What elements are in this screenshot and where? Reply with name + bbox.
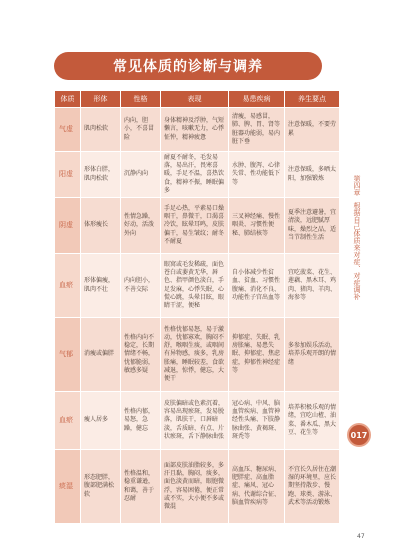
table-row — [55, 318, 340, 392]
type-cell: 血瘀 — [55, 392, 81, 450]
care-cell: 宜吃菠菜、花生、莲藕、黑木耳、鸡肉、猪肉、羊肉、海参等 — [285, 254, 340, 318]
symptoms-cell: 身体精神及浮肿，气短懒言，咳嗽无力，心悸怔忡，精神疲惫 — [161, 108, 229, 152]
header-shape: 形体 — [81, 91, 121, 108]
header-diseases: 易患疾病 — [229, 91, 285, 108]
type-cell: 气虚 — [55, 108, 81, 152]
symptoms-cell: 眼窝或毛发稀疏，面色苍白或萎黄无华，唇色、指甲颜色淡白，手足发麻，心悸失眠，心慌心跳，头晕目眩，眼睛干涩，便秘 — [161, 254, 229, 318]
symptoms-cell: 耐夏不耐冬，毛发易落，易出汗，畏寒喜暖，手足不温，喜热饮食，精神不振，睡眠偏多 — [161, 152, 229, 198]
care-cell: 注意保暖，不要劳累 — [285, 108, 340, 152]
chapter-title: 根据自己体质来对症、对症调补 — [353, 202, 361, 300]
table-row — [55, 254, 340, 318]
shape-cell: 形态肥胖，腹部肥满松软 — [81, 450, 121, 524]
shape-cell: 瘦人居多 — [81, 392, 121, 450]
shape-cell: 形体偏瘦，肌肉不壮 — [81, 254, 121, 318]
care-cell: 不宜长久居住在潮湿的环境里，应长期坚持散步、慢跑、球类、游泳、武术等活动锻炼 — [285, 450, 340, 524]
personality-cell: 沉静内向 — [121, 152, 161, 198]
page-badge-number: 017 — [347, 423, 371, 447]
shape-cell: 消瘦或偏胖 — [81, 318, 121, 392]
personality-cell: 内向胆小，不善交际 — [121, 254, 161, 318]
shape-cell: 体形瘦长 — [81, 198, 121, 254]
type-cell: 阴虚 — [55, 198, 81, 254]
page-number: 47 — [357, 533, 365, 540]
shape-cell: 肌肉松软 — [81, 108, 121, 152]
personality-cell: 内向，胆小，不喜冒险 — [121, 108, 161, 152]
table-row — [55, 450, 340, 524]
type-cell: 痰湿 — [55, 450, 81, 524]
shape-cell: 形体白胖，肌肉松软 — [81, 152, 121, 198]
table-row — [55, 108, 340, 152]
care-cell: 夏季注意避暑，宜清淡，远肥腻厚味，燥烈之品，适当节制性生活 — [285, 198, 340, 254]
chapter-sidebar — [350, 175, 364, 385]
header-personality: 性格 — [121, 91, 161, 108]
personality-cell: 性格温和，稳重谦逊，和蔼，善于忍耐 — [121, 450, 161, 524]
care-cell: 培养积极乐观的情绪，宜吃山楂、油菜、番木瓜、黑大豆、花生等 — [285, 392, 340, 450]
symptoms-cell: 性格忧郁易怒，易于激动，忧郁寡欢，胸闷不舒，喉咽生痰，或咽间有异物感，痰多，乳房胀痛，睡眠较差，食欲减退，惊悸，健忘，大便干 — [161, 318, 229, 392]
type-cell: 血瘀 — [55, 254, 81, 318]
table-header-row — [55, 91, 340, 108]
type-cell: 阳虚 — [55, 152, 81, 198]
symptoms-cell: 面部皮肤油脂较多，多汗且黏，胸闷，痰多，面色淡黄而暗，眼胞微浮，容易困倦，便正常或不实，大小便不多或微混 — [161, 450, 229, 524]
page-badge — [341, 423, 375, 447]
personality-cell: 性格内郁，易怒，急躁，健忘 — [121, 392, 161, 450]
header-care: 养生要点 — [285, 91, 340, 108]
care-cell: 注意保暖，多晒太阳，加强锻炼 — [285, 152, 340, 198]
personality-cell: 性格内向不稳定，长期情绪不畅，忧郁脆弱，敏感多疑 — [121, 318, 161, 392]
diseases-cell: 高血压、糖尿病、肥胖症、高血脂症、痛风、冠心病、代谢综合征、脑血管疾病等 — [229, 450, 285, 524]
care-cell: 多参加娱乐活动，培养乐观开朗的情绪 — [285, 318, 340, 392]
symptoms-cell: 手足心热，平素易口燥咽干，鼻微干，口渴喜冷饮，眩晕耳鸣，皮肤偏干，易生皱纹；耐冬不耐夏 — [161, 198, 229, 254]
personality-cell: 性情急躁，好动，活泼外向 — [121, 198, 161, 254]
diseases-cell: 清瘦，易感冒，肺、脾、胃、肾等脏器功能弱，易内脏下垂 — [229, 108, 285, 152]
page-title: 常见体质的诊断与调养 — [54, 52, 322, 80]
diseases-cell: 自小体减少性贫血、贫血、习惯性腹痛、消化不良、功能性子宫出血等 — [229, 254, 285, 318]
type-cell: 气郁 — [55, 318, 81, 392]
diseases-cell: 水肿、腹泻、心律失常、性功能低下等 — [229, 152, 285, 198]
diseases-cell: 抑郁症、失眠、乳房胀痛、易患失眠、抑郁症、焦虑症，抑郁性神经症等 — [229, 318, 285, 392]
table-row — [55, 152, 340, 198]
chapter-label: 第四章 — [353, 175, 361, 196]
diseases-cell: 冠心病、中风、脑血管疾病、血管神经性头痛、下肢静脉曲张、黄褐斑、斑秃等 — [229, 392, 285, 450]
diseases-cell: 三叉神经痛、慢性咽炎、习惯性便秘、肺结核等 — [229, 198, 285, 254]
symptoms-cell: 皮肤偏暗或色素沉着，容易出现瘀斑，发易脱落，肌肤干，口唇暗淡，舌质暗、有点、片状瘀斑，舌下静脉曲张 — [161, 392, 229, 450]
table-row — [55, 198, 340, 254]
header-symptoms: 表现 — [161, 91, 229, 108]
header-type: 体质 — [55, 91, 81, 108]
constitution-table — [54, 90, 340, 524]
table-row — [55, 392, 340, 450]
